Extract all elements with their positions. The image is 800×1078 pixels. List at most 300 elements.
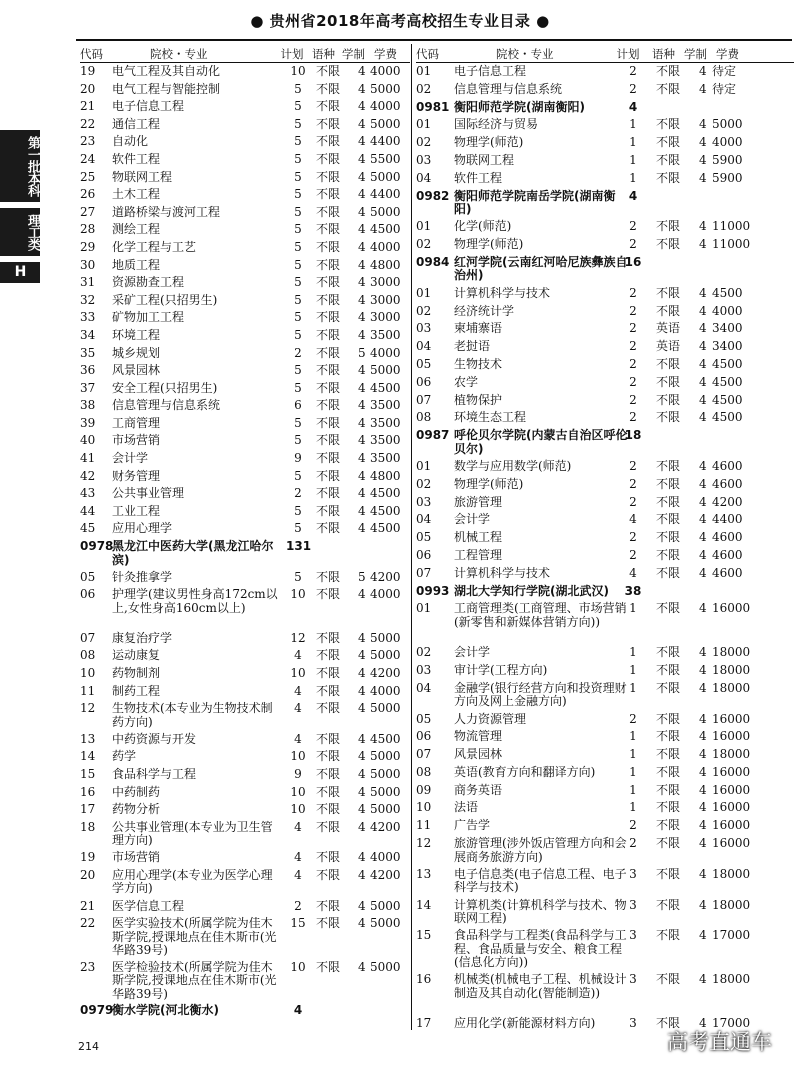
- cell-name: 运动康复: [112, 648, 161, 663]
- cell-years: 4: [358, 99, 366, 114]
- cell-name: 市场营销: [112, 433, 161, 448]
- cell-fee: 16000: [712, 818, 751, 833]
- cell-name: 会计学: [454, 512, 491, 527]
- cell-years: 4: [358, 648, 366, 663]
- cell-name: 药学: [112, 749, 137, 764]
- cell-plan: 6: [294, 398, 302, 413]
- cell-years: 4: [699, 764, 707, 779]
- cell-fee: 4600: [712, 565, 743, 580]
- cell-name: 化学(师范): [454, 219, 512, 234]
- side-tab-category: 理工类: [0, 208, 40, 256]
- cell-lang: 不限: [656, 64, 681, 78]
- cell-years: 4: [699, 729, 707, 744]
- cell-fee: 3000: [370, 310, 401, 325]
- cell-code: 20: [80, 81, 96, 96]
- cell-fee: 4500: [712, 356, 743, 371]
- table-row: [416, 116, 794, 134]
- cell-code: 21: [80, 99, 96, 114]
- cell-years: 4: [358, 151, 366, 166]
- cell-lang: 不限: [316, 433, 341, 448]
- cell-code: 11: [80, 683, 96, 698]
- cell-name: 自动化: [112, 134, 149, 149]
- cell-lang: 不限: [656, 494, 681, 509]
- cell-code: 09: [416, 782, 432, 797]
- cell-name: 物理学(师范): [454, 237, 524, 252]
- cell-years: 4: [699, 410, 707, 425]
- cell-name: 测绘工程: [112, 222, 161, 237]
- cell-plan: 2: [629, 219, 637, 234]
- cell-fee: 5900: [712, 152, 743, 167]
- cell-lang: 不限: [316, 959, 341, 974]
- cell-name: 呼伦贝尔学院(内蒙古自治区呼伦贝尔): [454, 428, 628, 456]
- cell-plan: 5: [294, 327, 302, 342]
- cell-name: 食品科学与工程类(食品科学与工程、食品质量与安全、粮食工程(信息化方向)): [454, 928, 627, 970]
- cell-code: 04: [416, 512, 432, 527]
- cell-code: 0984: [416, 254, 450, 269]
- cell-plan: 2: [629, 392, 637, 407]
- cell-years: 4: [358, 749, 366, 764]
- cell-fee: 18000: [712, 645, 751, 660]
- cell-lang: 不限: [316, 731, 341, 746]
- cell-lang: 不限: [316, 749, 341, 764]
- cell-years: 4: [358, 916, 366, 931]
- cell-lang: 不限: [656, 1016, 681, 1031]
- cell-name: 英语(教育方向和翻译方向): [454, 764, 596, 779]
- cell-name: 计算机科学与技术: [454, 285, 551, 300]
- table-row: [80, 63, 410, 81]
- cell-name: 针灸推拿学: [112, 569, 173, 584]
- cell-years: 4: [358, 363, 366, 378]
- cell-years: 4: [699, 512, 707, 527]
- cell-fee: 5000: [370, 959, 401, 974]
- cell-years: 4: [358, 701, 366, 716]
- cell-plan: 5: [294, 503, 302, 518]
- table-row: [416, 680, 794, 711]
- cell-code: 07: [80, 630, 96, 645]
- cell-fee: 4000: [370, 587, 401, 602]
- cell-name: 地质工程: [112, 257, 161, 272]
- header-code: 代码: [80, 47, 103, 61]
- cell-years: 4: [699, 374, 707, 389]
- cell-lang: 不限: [316, 345, 341, 360]
- cell-code: 16: [80, 784, 96, 799]
- cell-plan: 5: [294, 151, 302, 166]
- cell-code: 08: [80, 648, 96, 663]
- cell-name: 人力资源管理: [454, 711, 527, 726]
- cell-code: 37: [80, 380, 96, 395]
- cell-code: 17: [80, 802, 96, 817]
- cell-fee: 4600: [712, 458, 743, 473]
- cell-fee: 16000: [712, 601, 751, 616]
- header-name: 院校・专业: [150, 47, 208, 61]
- cell-plan: 1: [629, 601, 637, 616]
- cell-fee: 4000: [370, 64, 401, 78]
- cell-plan: 2: [629, 374, 637, 389]
- table-row: [416, 320, 794, 338]
- cell-code: 29: [80, 239, 96, 254]
- cell-lang: 不限: [316, 648, 341, 663]
- header-plan: 计划: [280, 47, 304, 61]
- cell-name: 会计学: [112, 451, 149, 466]
- school-row: [416, 188, 794, 219]
- column-divider: [411, 44, 412, 1030]
- cell-code: 06: [416, 729, 432, 744]
- cell-name: 老挝语: [454, 339, 491, 354]
- cell-lang: 不限: [656, 410, 681, 425]
- cell-name: 物理学(师范): [454, 476, 524, 491]
- cell-lang: 英语: [656, 339, 681, 354]
- table-header: [80, 44, 410, 63]
- table-row: [416, 565, 794, 583]
- table-row: [416, 799, 794, 817]
- cell-fee: 5900: [712, 170, 743, 185]
- cell-fee: 3400: [712, 321, 743, 336]
- cell-fee: 4500: [712, 392, 743, 407]
- cell-code: 14: [416, 897, 432, 912]
- table-row: [80, 432, 410, 450]
- cell-name: 经济统计学: [454, 303, 515, 318]
- cell-code: 06: [416, 374, 432, 389]
- cell-years: 4: [358, 850, 366, 865]
- cell-fee: 4600: [712, 530, 743, 545]
- cell-code: 31: [80, 275, 96, 290]
- cell-lang: 不限: [316, 116, 341, 131]
- cell-lang: 不限: [316, 468, 341, 483]
- cell-lang: 不限: [316, 99, 341, 114]
- table-row: [80, 867, 410, 898]
- cell-plan: 5: [294, 433, 302, 448]
- cell-fee: 3000: [370, 275, 401, 290]
- school-row: [80, 538, 410, 569]
- cell-plan: 2: [629, 410, 637, 425]
- table-row: [416, 81, 794, 99]
- cell-years: 4: [699, 64, 707, 78]
- cell-fee: 4000: [712, 303, 743, 318]
- cell-name: 采矿工程(只招男生): [112, 292, 218, 307]
- table-row: [80, 731, 410, 749]
- table-row: [416, 782, 794, 800]
- cell-fee: 3000: [370, 292, 401, 307]
- cell-code: 15: [416, 928, 432, 943]
- cell-code: 0993: [416, 583, 450, 598]
- cell-plan: 4: [628, 188, 638, 203]
- cell-name: 安全工程(只招男生): [112, 380, 218, 395]
- cell-plan: 5: [294, 257, 302, 272]
- cell-lang: 不限: [316, 81, 341, 96]
- cell-years: 4: [358, 486, 366, 501]
- cell-code: 08: [416, 764, 432, 779]
- table-row: [80, 81, 410, 99]
- cell-plan: 2: [629, 476, 637, 491]
- cell-plan: 10: [290, 587, 306, 602]
- cell-name: 应用心理学: [112, 521, 173, 536]
- cell-plan: 10: [290, 959, 306, 974]
- table-row: [416, 662, 794, 680]
- cell-lang: 不限: [656, 928, 681, 943]
- cell-plan: 1: [629, 135, 637, 150]
- cell-years: 4: [699, 152, 707, 167]
- table-row: [416, 374, 794, 392]
- cell-years: 4: [699, 494, 707, 509]
- table-row: [80, 292, 410, 310]
- cell-name: 工业工程: [112, 503, 161, 518]
- cell-fee: 4500: [370, 380, 401, 395]
- cell-years: 4: [699, 747, 707, 762]
- cell-fee: 5000: [370, 81, 401, 96]
- cell-years: 4: [358, 521, 366, 536]
- cell-fee: 3500: [370, 398, 401, 413]
- cell-name: 风景园林: [454, 747, 503, 762]
- cell-fee: 4500: [370, 731, 401, 746]
- cell-years: 4: [358, 222, 366, 237]
- cell-plan: 5: [294, 169, 302, 184]
- cell-code: 10: [80, 666, 96, 680]
- table-row: [416, 971, 794, 1015]
- cell-code: 34: [80, 327, 96, 342]
- cell-fee: 18000: [712, 866, 751, 881]
- cell-lang: 不限: [656, 800, 681, 815]
- cell-plan: 5: [294, 380, 302, 395]
- cell-fee: 5000: [370, 363, 401, 378]
- cell-name: 财务管理: [112, 468, 161, 483]
- cell-years: 4: [699, 711, 707, 726]
- cell-name: 国际经济与贸易: [454, 117, 539, 132]
- cell-code: 07: [416, 747, 432, 762]
- cell-plan: 4: [294, 731, 302, 746]
- cell-plan: 2: [294, 486, 302, 501]
- cell-plan: 3: [629, 972, 637, 987]
- cell-lang: 不限: [656, 601, 681, 616]
- cell-lang: 不限: [316, 486, 341, 501]
- cell-years: 4: [699, 782, 707, 797]
- page-number: 214: [78, 1040, 99, 1053]
- school-row: [416, 99, 794, 117]
- table-row: [416, 236, 794, 254]
- cell-fee: 18000: [712, 972, 751, 987]
- cell-name: 柬埔寨语: [454, 321, 503, 336]
- cell-lang: 不限: [316, 134, 341, 149]
- cell-years: 4: [699, 135, 707, 150]
- cell-lang: 不限: [316, 275, 341, 290]
- table-row: [80, 748, 410, 766]
- cell-name: 道路桥梁与渡河工程: [112, 204, 221, 219]
- header-name: 院校・专业: [496, 47, 554, 61]
- cell-plan: 4: [293, 1003, 303, 1018]
- cell-name: 化学工程与工艺: [112, 239, 197, 254]
- cell-plan: 5: [294, 468, 302, 483]
- cell-fee: 5000: [370, 916, 401, 931]
- cell-years: 4: [699, 818, 707, 833]
- cell-years: 4: [699, 972, 707, 987]
- cell-code: 22: [80, 116, 96, 131]
- cell-code: 02: [416, 476, 432, 491]
- cell-plan: 1: [629, 152, 637, 167]
- cell-code: 38: [80, 398, 96, 413]
- cell-years: 4: [358, 867, 366, 882]
- cell-name: 审计学(工程方向): [454, 662, 548, 677]
- cell-name: 物理学(师范): [454, 135, 524, 150]
- cell-fee: 17000: [712, 928, 751, 943]
- cell-years: 4: [358, 683, 366, 698]
- cell-plan: 5: [294, 81, 302, 96]
- cell-code: 21: [80, 898, 96, 913]
- cell-fee: 5000: [370, 630, 401, 645]
- cell-lang: 英语: [656, 321, 681, 336]
- cell-fee: 4200: [370, 867, 401, 882]
- cell-plan: 4: [294, 683, 302, 698]
- cell-plan: 5: [294, 187, 302, 202]
- cell-fee: 16000: [712, 782, 751, 797]
- cell-name: 药物分析: [112, 802, 161, 817]
- cell-code: 06: [80, 587, 96, 602]
- cell-code: 07: [416, 392, 432, 407]
- cell-name: 应用化学(新能源材料方向): [454, 1016, 596, 1031]
- cell-years: 4: [699, 81, 707, 96]
- cell-name: 物联网工程: [454, 152, 515, 167]
- cell-code: 25: [80, 169, 96, 184]
- cell-name: 生物技术(本专业为生物技术制药方向): [112, 701, 273, 729]
- cell-lang: 不限: [656, 565, 681, 580]
- cell-code: 11: [416, 818, 432, 833]
- cell-lang: 不限: [316, 898, 341, 913]
- table-row: [416, 897, 794, 928]
- cell-lang: 不限: [656, 711, 681, 726]
- cell-fee: 4200: [370, 819, 401, 834]
- table-row: [80, 362, 410, 380]
- table-row: [80, 450, 410, 468]
- table-row: [80, 959, 410, 1003]
- cell-years: 4: [699, 866, 707, 881]
- cell-fee: 3500: [370, 433, 401, 448]
- cell-fee: 18000: [712, 680, 751, 695]
- cell-code: 16: [416, 972, 432, 987]
- cell-name: 衡阳师范学院南岳学院(湖南衡阳): [454, 188, 616, 217]
- school-row: [416, 583, 794, 601]
- cell-plan: 10: [290, 666, 306, 680]
- cell-plan: 4: [294, 701, 302, 716]
- cell-plan: 2: [629, 818, 637, 833]
- cell-code: 02: [416, 81, 432, 96]
- cell-code: 03: [416, 494, 432, 509]
- cell-code: 13: [416, 866, 432, 881]
- cell-lang: 不限: [656, 818, 681, 833]
- table-row: [416, 285, 794, 303]
- table-row: [80, 915, 410, 959]
- cell-fee: 4500: [370, 521, 401, 536]
- cell-lang: 不限: [316, 151, 341, 166]
- cell-name: 工程管理: [454, 547, 503, 562]
- cell-years: 4: [699, 565, 707, 580]
- table-row: [80, 239, 410, 257]
- cell-lang: 不限: [316, 666, 341, 680]
- cell-fee: 5000: [370, 204, 401, 219]
- cell-plan: 15: [290, 916, 306, 931]
- cell-years: 4: [358, 134, 366, 149]
- cell-lang: 不限: [316, 701, 341, 716]
- cell-plan: 5: [294, 204, 302, 219]
- cell-lang: 不限: [656, 476, 681, 491]
- table-row: [80, 801, 410, 819]
- cell-name: 公共事业管理(本专业为卫生管理方向): [112, 819, 273, 848]
- cell-fee: 11000: [712, 219, 751, 234]
- cell-name: 黑龙江中医药大学(黑龙江哈尔滨): [112, 539, 274, 567]
- cell-lang: 不限: [316, 187, 341, 202]
- cell-plan: 2: [294, 345, 302, 360]
- cell-name: 物流管理: [454, 729, 503, 744]
- cell-lang: 不限: [656, 547, 681, 562]
- cell-years: 4: [358, 398, 366, 413]
- cell-plan: 2: [294, 898, 302, 913]
- cell-years: 4: [358, 204, 366, 219]
- cell-plan: 5: [294, 134, 302, 149]
- cell-lang: 不限: [316, 503, 341, 518]
- school-row: [416, 254, 794, 285]
- cell-fee: 5500: [370, 151, 401, 166]
- cell-plan: 1: [629, 662, 637, 677]
- cell-years: 4: [699, 285, 707, 300]
- cell-code: 41: [80, 451, 96, 466]
- cell-plan: 1: [629, 764, 637, 779]
- cell-plan: 1: [629, 729, 637, 744]
- cell-code: 19: [80, 850, 96, 865]
- side-tabs: [0, 130, 42, 289]
- cell-fee: 待定: [712, 64, 737, 78]
- cell-fee: 5000: [370, 169, 401, 184]
- cell-lang: 不限: [656, 645, 681, 660]
- table-row: [416, 547, 794, 565]
- cell-name: 计算机科学与技术: [454, 565, 551, 580]
- cell-lang: 不限: [316, 451, 341, 466]
- header-lang: 语种: [312, 47, 335, 61]
- cell-years: 4: [358, 959, 366, 974]
- cell-plan: 3: [629, 866, 637, 881]
- cell-plan: 2: [629, 356, 637, 371]
- cell-lang: 不限: [656, 764, 681, 779]
- table-row: [80, 898, 410, 916]
- title-rule: [76, 39, 792, 41]
- cell-name: 风景园林: [112, 363, 161, 378]
- cell-years: 4: [358, 630, 366, 645]
- cell-lang: 不限: [656, 680, 681, 695]
- table-row: [80, 647, 410, 665]
- cell-years: 4: [699, 117, 707, 132]
- cell-name: 医学实验技术(所属学院为佳木斯学院,授课地点在佳木斯市(光华路39号): [112, 916, 277, 958]
- table-row: [80, 849, 410, 867]
- cell-name: 中药资源与开发: [112, 731, 197, 746]
- school-row: [80, 1002, 410, 1020]
- cell-fee: 4500: [370, 503, 401, 518]
- cell-plan: 4: [294, 850, 302, 865]
- cell-code: 27: [80, 204, 96, 219]
- cell-lang: 不限: [316, 363, 341, 378]
- header-years: 学制: [342, 47, 365, 61]
- header-fee: 学费: [716, 47, 739, 61]
- cell-fee: 5000: [370, 802, 401, 817]
- cell-plan: 3: [629, 928, 637, 943]
- cell-code: 04: [416, 680, 432, 695]
- table-row: [416, 529, 794, 547]
- cell-lang: 不限: [656, 117, 681, 132]
- cell-code: 33: [80, 310, 96, 325]
- cell-years: 4: [358, 64, 366, 78]
- cell-name: 矿物加工工程: [112, 310, 185, 325]
- cell-code: 28: [80, 222, 96, 237]
- cell-years: 4: [358, 187, 366, 202]
- cell-years: 4: [358, 451, 366, 466]
- cell-years: 4: [358, 415, 366, 430]
- cell-fee: 5000: [370, 898, 401, 913]
- cell-plan: 1: [629, 680, 637, 695]
